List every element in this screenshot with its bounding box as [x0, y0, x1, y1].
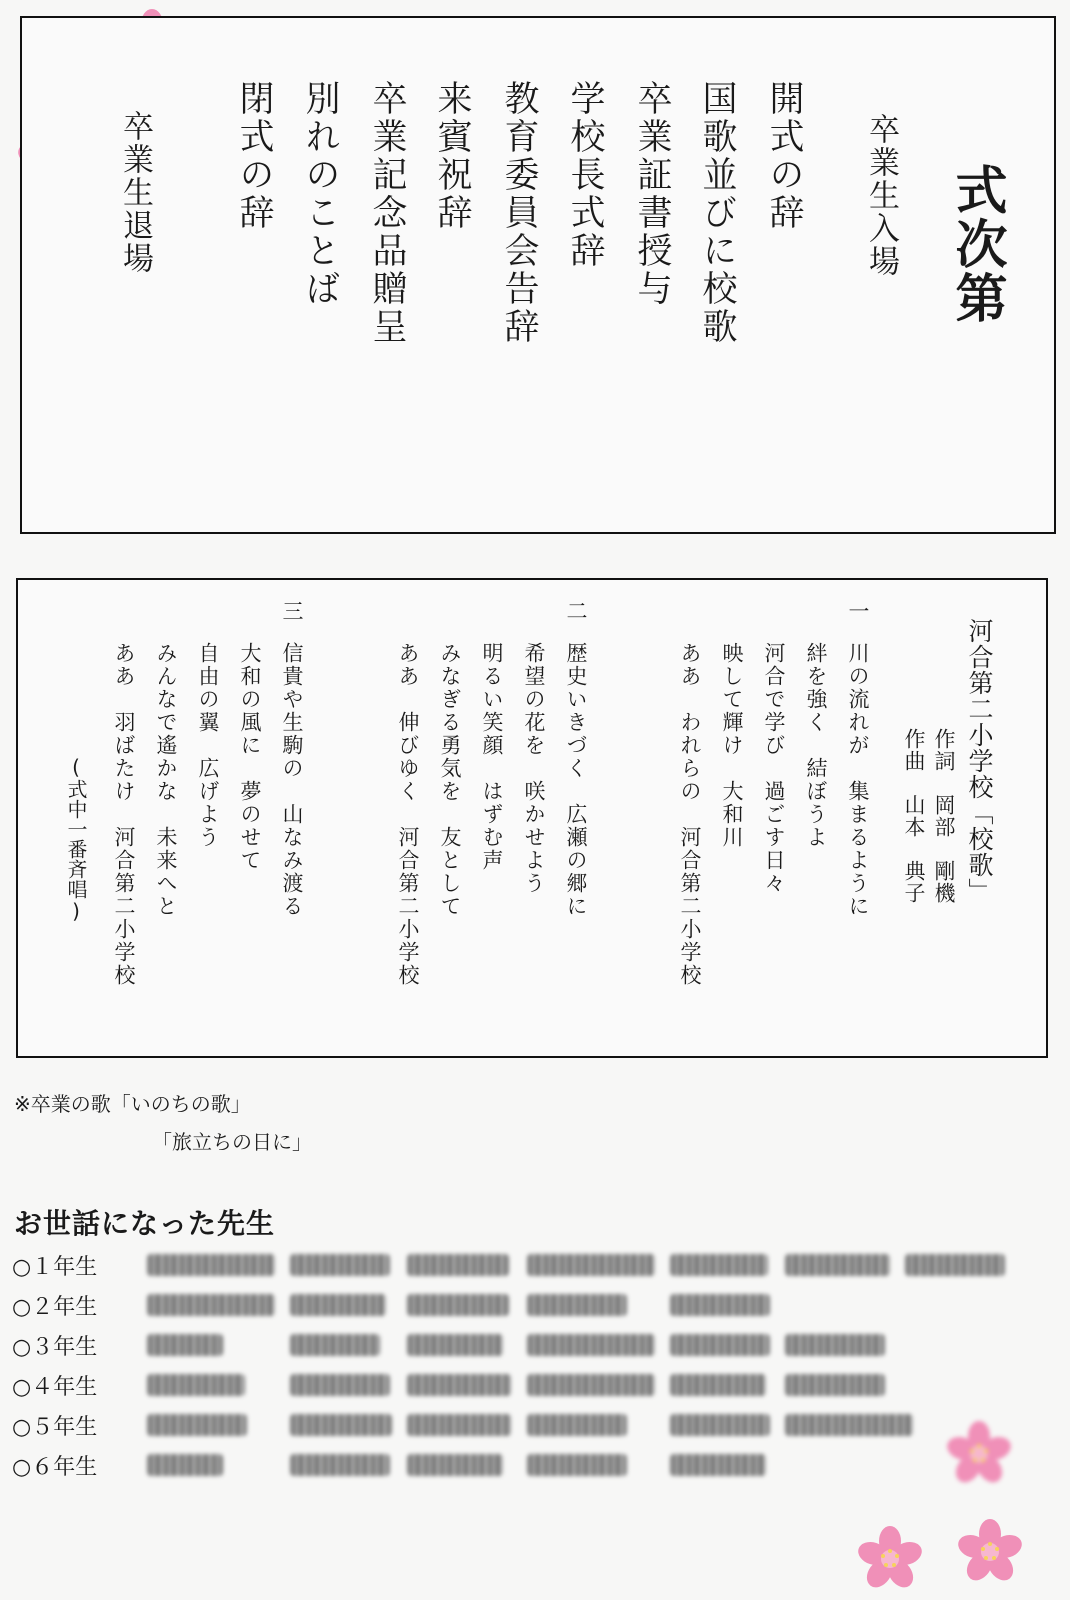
blurred-name: [147, 1334, 223, 1356]
blurred-name: [527, 1334, 655, 1356]
program-item: 卒業生退場: [117, 110, 153, 275]
blurred-name: [147, 1254, 275, 1276]
cherry-blossom-icon: [856, 1525, 924, 1593]
blurred-name: [290, 1414, 392, 1436]
blurred-name: [290, 1334, 380, 1356]
graduation-songs-line: 「旅立ちの日に」: [152, 1130, 312, 1154]
blurred-name: [527, 1454, 627, 1476]
blurred-name: [147, 1294, 275, 1316]
verse-line: 希望の花を 咲かせよう: [522, 642, 546, 895]
verse-line: 信貴や生駒の 山なみ渡る: [280, 642, 304, 918]
verse-line: ああ われらの 河合第二小学校: [678, 642, 702, 987]
grade-label: ○３年生: [12, 1335, 98, 1360]
blurred-name: [147, 1454, 223, 1476]
blurred-name: [290, 1454, 390, 1476]
blurred-name: [407, 1414, 511, 1436]
verse-line: ああ 羽ばたけ 河合第二小学校: [112, 642, 136, 987]
program-title: 式次第: [946, 163, 1006, 325]
verse-number: 三: [280, 600, 304, 621]
song-title: 河合第二小学校「校歌」: [965, 618, 994, 904]
blurred-name: [670, 1254, 768, 1276]
grade-row: [12, 1330, 1032, 1360]
grade-label: ○６年生: [12, 1455, 98, 1480]
verse-line: みんなで遙かな 未来へと: [154, 642, 178, 918]
verse-line: 歴史いきづく 広瀬の郷に: [564, 642, 588, 918]
teachers-title: お世話になった先生: [14, 1207, 276, 1240]
blurred-name: [670, 1294, 770, 1316]
grade-label: ○２年生: [12, 1295, 98, 1320]
grade-row: [12, 1290, 1032, 1320]
verse-line: 絆を強く 結ぼうよ: [804, 642, 828, 849]
program-item: 開式の辞: [764, 80, 804, 232]
blurred-name: [905, 1254, 1005, 1276]
verse-line: みなぎる勇気を 友として: [438, 642, 462, 918]
blurred-name: [290, 1254, 390, 1276]
program-item: 教育委員会告辞: [499, 80, 539, 346]
program-box: [20, 16, 1056, 534]
grade-row: [12, 1370, 1032, 1400]
program-item: 卒業証書授与: [632, 80, 672, 308]
blurred-name: [407, 1334, 503, 1356]
song-note: (式中一番斉唱): [64, 755, 88, 923]
song-lyricist: 作詞 岡部 剛機: [932, 728, 956, 904]
blurred-name: [407, 1454, 503, 1476]
grade-label: ○５年生: [12, 1415, 98, 1440]
blurred-name: [670, 1414, 770, 1436]
program-item: 来賓祝辞: [432, 80, 472, 232]
blurred-name: [407, 1254, 509, 1276]
blurred-name: [670, 1334, 770, 1356]
grade-row: [12, 1410, 1032, 1440]
blurred-name: [670, 1374, 766, 1396]
blurred-name: [785, 1374, 885, 1396]
blurred-name: [147, 1374, 245, 1396]
blurred-name: [527, 1414, 627, 1436]
program-item: 閉式の辞: [234, 80, 274, 232]
verse-line: 河合で学び 過ごす日々: [762, 642, 786, 895]
grade-label: ○１年生: [12, 1255, 98, 1280]
verse-line: 川の流れが 集まるように: [846, 642, 870, 918]
program-item: 卒業記念品贈呈: [367, 80, 407, 346]
grade-label: ○４年生: [12, 1375, 98, 1400]
grade-row: [12, 1250, 1032, 1280]
verse-line: 映して輝け 大和川: [720, 642, 744, 849]
verse-number: 一: [846, 600, 870, 621]
grade-row: [12, 1450, 1032, 1480]
blurred-name: [670, 1454, 766, 1476]
cherry-blossom-icon: [956, 1518, 1024, 1586]
program-item: 国歌並びに校歌: [697, 80, 737, 346]
blurred-name: [785, 1254, 890, 1276]
blurred-name: [785, 1414, 913, 1436]
verse-number: 二: [564, 600, 588, 621]
program-item: 学校長式辞: [565, 80, 605, 270]
program-item: 卒業生入場: [863, 113, 899, 278]
blurred-name: [147, 1414, 247, 1436]
blurred-name: [407, 1294, 509, 1316]
blurred-name: [527, 1254, 655, 1276]
verse-line: 自由の翼 広げよう: [196, 642, 220, 849]
school-song-box: [16, 578, 1048, 1058]
blurred-name: [407, 1374, 511, 1396]
graduation-songs-line: ※卒業の歌「いのちの歌」: [14, 1092, 251, 1116]
program-item: 別れのことば: [300, 80, 340, 308]
verse-line: ああ 伸びゆく 河合第二小学校: [396, 642, 420, 987]
blurred-name: [785, 1334, 885, 1356]
blurred-name: [527, 1374, 655, 1396]
verse-line: 大和の風に 夢のせて: [238, 642, 262, 872]
verse-line: 明るい笑顔 はずむ声: [480, 642, 504, 872]
blurred-name: [290, 1374, 390, 1396]
blurred-name: [290, 1294, 386, 1316]
blurred-name: [527, 1294, 627, 1316]
song-composer: 作曲 山本 典子: [902, 728, 926, 904]
